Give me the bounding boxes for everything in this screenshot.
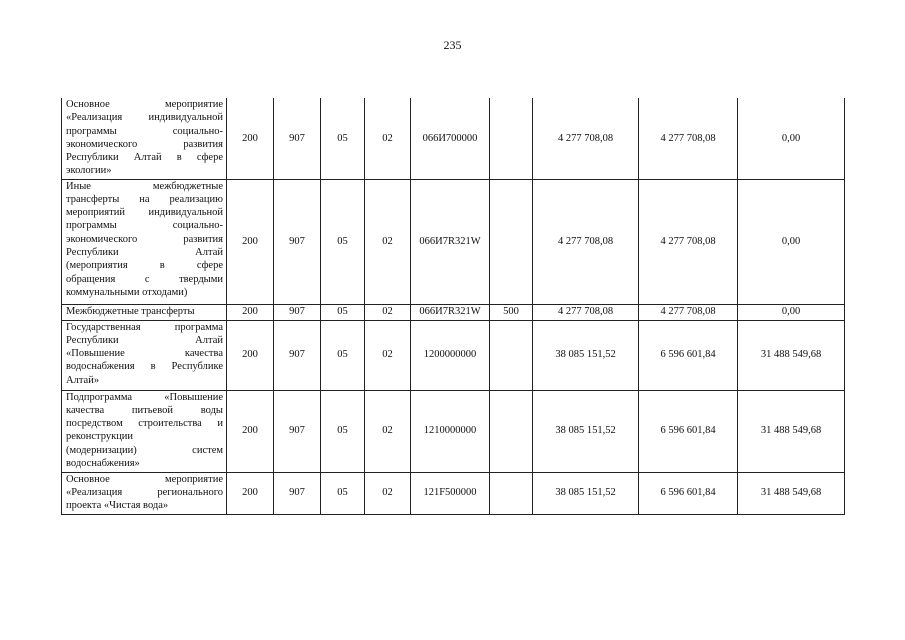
subsection-cell: 02 [365,304,411,320]
expense-type-cell: 500 [490,304,533,320]
row-name-cell: Межбюджетные трансферты [62,304,227,320]
code1-cell: 200 [227,472,274,514]
section-cell: 05 [321,390,365,472]
row-name-cell: Государственная программа Республики Алтай «Повышение качества водоснабжения в Республике Алтай» [62,320,227,390]
expense-type-cell [490,98,533,179]
sum2-cell: 6 596 601,84 [639,390,738,472]
code2-cell: 907 [274,390,321,472]
section-cell: 05 [321,304,365,320]
section-cell: 05 [321,179,365,304]
section-cell: 05 [321,320,365,390]
target-code-cell: 066И700000 [411,98,490,179]
sum3-cell: 0,00 [738,98,845,179]
expense-type-cell [490,320,533,390]
target-code-cell: 1210000000 [411,390,490,472]
subsection-cell: 02 [365,472,411,514]
code1-cell: 200 [227,98,274,179]
row-name-cell: Подпрограмма «Повышение качества питьевой воды посредством строительства и реконструкции (модернизации) систем водоснабжения» [62,390,227,472]
section-cell: 05 [321,472,365,514]
code2-cell: 907 [274,320,321,390]
sum2-cell: 4 277 708,08 [639,98,738,179]
sum3-cell: 31 488 549,68 [738,390,845,472]
section-cell: 05 [321,98,365,179]
sum3-cell: 0,00 [738,304,845,320]
sum1-cell: 4 277 708,08 [533,98,639,179]
code2-cell: 907 [274,179,321,304]
sum1-cell: 38 085 151,52 [533,320,639,390]
code2-cell: 907 [274,304,321,320]
code2-cell: 907 [274,98,321,179]
target-code-cell: 066И7R321W [411,179,490,304]
sum2-cell: 4 277 708,08 [639,179,738,304]
sum1-cell: 4 277 708,08 [533,304,639,320]
sum1-cell: 4 277 708,08 [533,179,639,304]
code1-cell: 200 [227,320,274,390]
expense-type-cell [490,390,533,472]
sum3-cell: 31 488 549,68 [738,472,845,514]
table-row [62,472,845,514]
expense-type-cell [490,472,533,514]
subsection-cell: 02 [365,320,411,390]
subsection-cell: 02 [365,390,411,472]
code1-cell: 200 [227,390,274,472]
table-row [62,179,845,304]
code1-cell: 200 [227,179,274,304]
row-name-cell: Иные межбюджетные трансферты на реализацию мероприятий индивидуальной программы социально- экономического развития Республики Алтай (мероприятия в сфере обращения с твердыми коммунальными отходами) [62,179,227,304]
subsection-cell: 02 [365,98,411,179]
code2-cell: 907 [274,472,321,514]
sum3-cell: 31 488 549,68 [738,320,845,390]
page-number: 235 [443,38,462,52]
target-code-cell: 066И7R321W [411,304,490,320]
sum2-cell: 6 596 601,84 [639,472,738,514]
sum3-cell: 0,00 [738,179,845,304]
expense-type-cell [490,179,533,304]
target-code-cell: 1200000000 [411,320,490,390]
sum1-cell: 38 085 151,52 [533,472,639,514]
subsection-cell: 02 [365,179,411,304]
sum1-cell: 38 085 151,52 [533,390,639,472]
budget-table [61,98,845,515]
table-row [62,98,845,179]
table-row [62,304,845,320]
sum2-cell: 6 596 601,84 [639,320,738,390]
sum2-cell: 4 277 708,08 [639,304,738,320]
table-row [62,390,845,472]
table-row [62,320,845,390]
code1-cell: 200 [227,304,274,320]
target-code-cell: 121F500000 [411,472,490,514]
row-name-cell: Основное мероприятие «Реализация индивидуальной программы социально- экономического развития Республики Алтай в сфере экологии» [62,98,227,179]
row-name-cell: Основное мероприятие «Реализация регионального проекта «Чистая вода» [62,472,227,514]
